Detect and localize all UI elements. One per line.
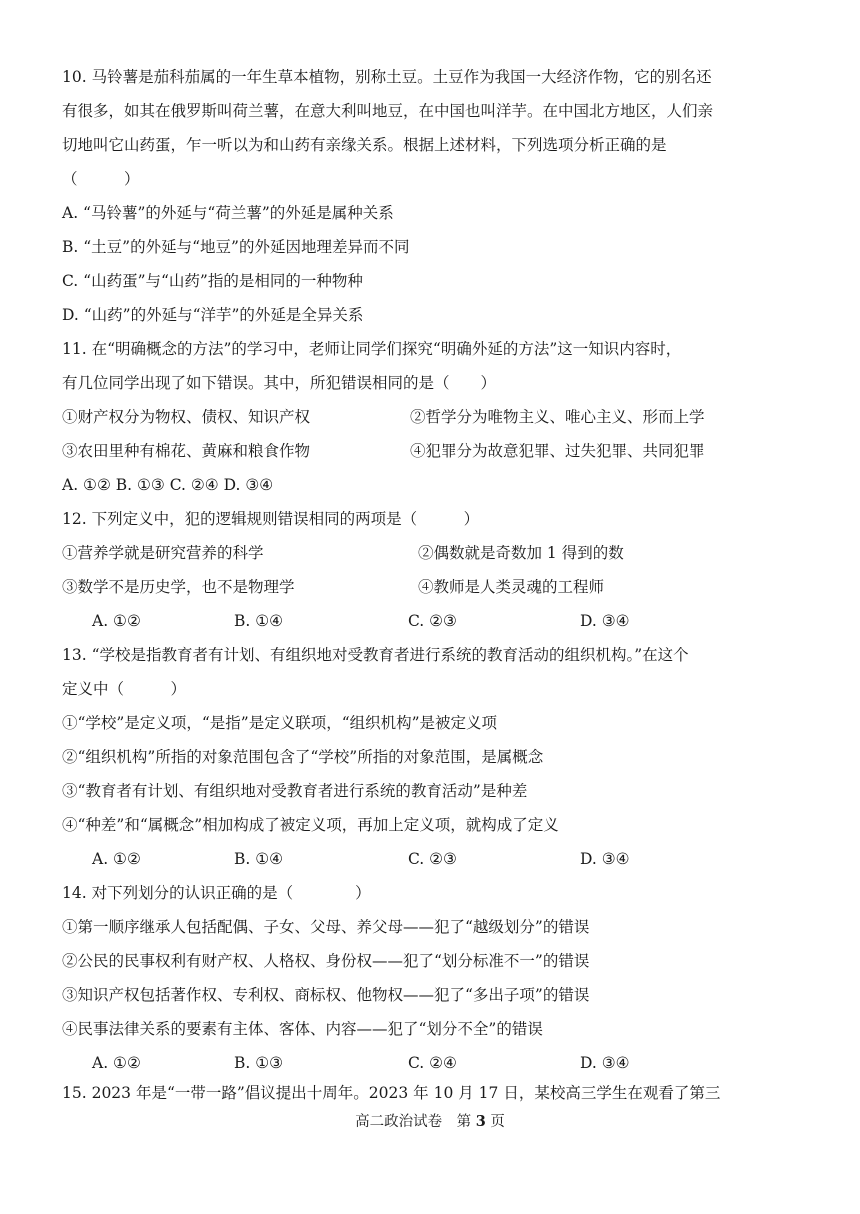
q14-item-3: ③知识产权包括著作权、专利权、商标权、他物权——犯了“多出子项”的错误 <box>62 986 590 1004</box>
q12-stem: 12. 下列定义中，犯的逻辑规则错误相同的两项是（ ） <box>62 510 480 528</box>
q13-choice-d: D. ③④ <box>580 850 630 868</box>
q12-item-2: ②偶数就是奇数加 1 得到的数 <box>418 544 624 562</box>
q13-stem-line-2: 定义中（ ） <box>62 680 187 698</box>
q10-stem-line-3: 切地叫它山药蛋，乍一听以为和山药有亲缘关系。根据上述材料，下列选项分析正确的是 <box>62 136 667 154</box>
q11-item-2: ②哲学分为唯物主义、唯心主义、形而上学 <box>410 408 705 426</box>
q12-choice-b: B. ①④ <box>234 612 284 630</box>
q13-item-2: ②“组织机构”所指的对象范围包含了“学校”所指的对象范围，是属概念 <box>62 748 544 766</box>
q14-choice-c: C. ②④ <box>408 1054 457 1072</box>
q13-item-4: ④“种差”和“属概念”相加构成了被定义项，再加上定义项，就构成了定义 <box>62 816 559 834</box>
q10-option-b: B. “土豆”的外延与“地豆”的外延因地理差异而不同 <box>62 238 410 256</box>
q11-stem-line-2: 有几位同学出现了如下错误。其中，所犯错误相同的是（ ） <box>62 374 497 392</box>
page-footer <box>0 1112 860 1132</box>
q14-choice-d: D. ③④ <box>580 1054 630 1072</box>
q13-stem-line-1: 13. “学校是指教育者有计划、有组织地对受教育者进行系统的教育活动的组织机构。”在这个 <box>62 646 689 664</box>
q10-option-a: A. “马铃薯”的外延与“荷兰薯”的外延是属种关系 <box>62 204 394 222</box>
q13-choice-b: B. ①④ <box>234 850 284 868</box>
page-number: 3 <box>475 1113 486 1130</box>
q11-item-1: ①财产权分为物权、债权、知识产权 <box>62 408 311 426</box>
q14-choice-a: A. ①② <box>92 1054 141 1072</box>
q11-answer-choices: A. ①② B. ①③ C. ②④ D. ③④ <box>62 476 274 494</box>
q14-item-1: ①第一顺序继承人包括配偶、子女、父母、养父母——犯了“越级划分”的错误 <box>62 918 590 936</box>
q12-choice-a: A. ①② <box>92 612 141 630</box>
q12-item-1: ①营养学就是研究营养的科学 <box>62 544 264 562</box>
q13-item-1: ①“学校”是定义项，“是指”是定义联项，“组织机构”是被定义项 <box>62 714 498 732</box>
q11-stem-line-1: 11. 在“明确概念的方法”的学习中，老师让同学们探究“明确外延的方法”这一知识内容时， <box>62 340 682 358</box>
q14-stem: 14. 对下列划分的认识正确的是（ ） <box>62 884 371 902</box>
q10-option-c: C. “山药蛋”与“山药”指的是相同的一种物种 <box>62 272 363 290</box>
q10-stem-line-2: 有很多，如其在俄罗斯叫荷兰薯，在意大利叫地豆，在中国也叫洋芋。在中国北方地区，人们亲 <box>62 102 714 120</box>
q11-item-4: ④犯罪分为故意犯罪、过失犯罪、共同犯罪 <box>410 442 705 460</box>
q13-choice-a: A. ①② <box>92 850 141 868</box>
q14-item-2: ②公民的民事权利有财产权、人格权、身份权——犯了“划分标准不一”的错误 <box>62 952 590 970</box>
q13-choice-c: C. ②③ <box>408 850 457 868</box>
q13-item-3: ③“教育者有计划、有组织地对受教育者进行系统的教育活动”是种差 <box>62 782 528 800</box>
q15-stem: 15. 2023 年是“一带一路”倡议提出十周年。2023 年 10 月 17 日，某校高三学生在观看了第三 <box>62 1084 721 1102</box>
q12-item-3: ③数学不是历史学，也不是物理学 <box>62 578 295 596</box>
q14-choice-b: B. ①③ <box>234 1054 284 1072</box>
q11-item-3: ③农田里种有棉花、黄麻和粮食作物 <box>62 442 311 460</box>
q10-option-d: D. “山药”的外延与“洋芋”的外延是全异关系 <box>62 306 364 324</box>
q10-answer-blank: （ ） <box>62 170 140 188</box>
q12-choice-c: C. ②③ <box>408 612 457 630</box>
q10-stem-line-1: 10. 马铃薯是茄科茄属的一年生草本植物，别称土豆。土豆作为我国一大经济作物，它的别名还 <box>62 68 712 86</box>
q14-item-4: ④民事法律关系的要素有主体、客体、内容——犯了“划分不全”的错误 <box>62 1020 543 1038</box>
footer-suffix: 页 <box>485 1114 505 1130</box>
q12-choice-d: D. ③④ <box>580 612 630 630</box>
footer-prefix: 高二政治试卷 第 <box>355 1114 476 1130</box>
q12-item-4: ④教师是人类灵魂的工程师 <box>418 578 605 596</box>
